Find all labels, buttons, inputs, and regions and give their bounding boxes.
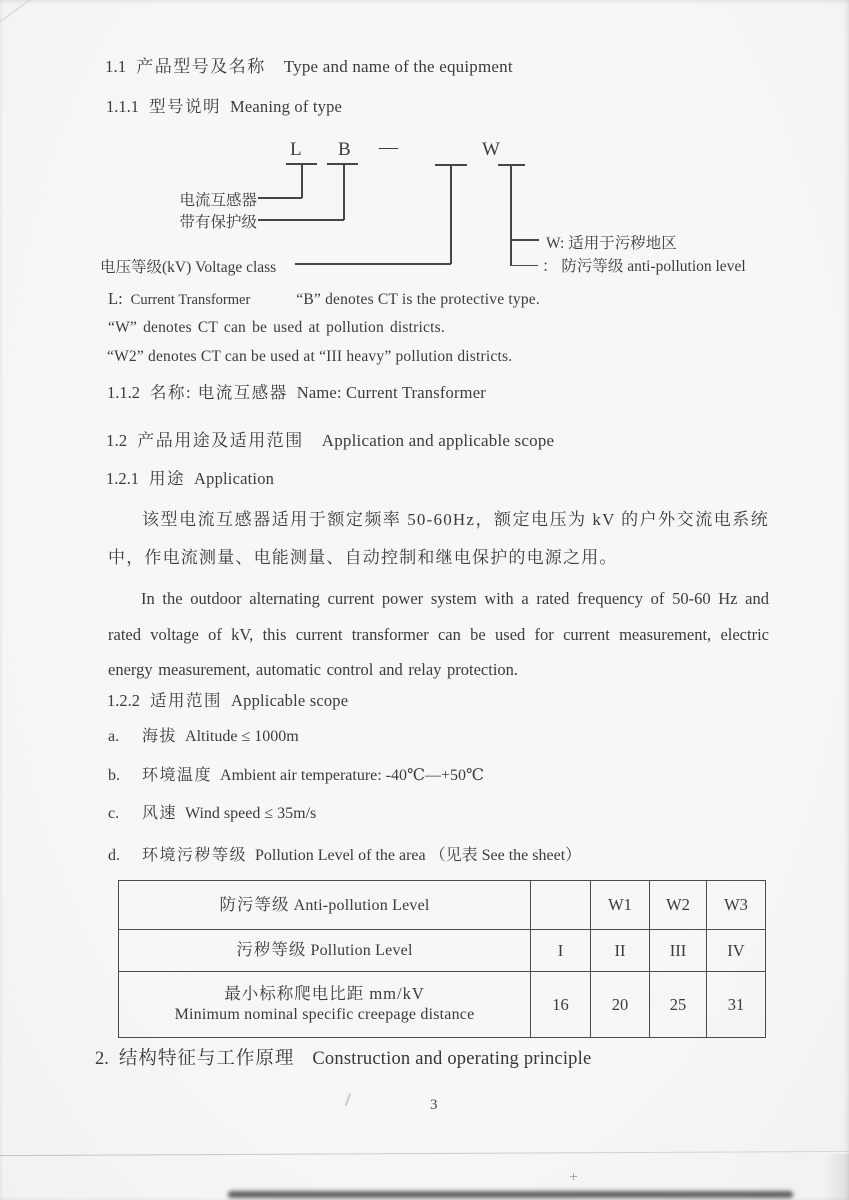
item-en: Altitude ≤ 1000m [185,728,299,745]
item-cn: 海拔 [142,728,178,745]
scan-bottom-band [228,1191,793,1198]
value-cell: IV [707,930,766,972]
heading-cn: 结构特征与工作原理 [118,1049,295,1069]
diagram-leader-vertical [343,163,345,220]
scope-item-a [108,723,299,746]
diagram-letter-dash: — [379,137,398,158]
diagram-leader-vertical [510,164,512,266]
diagram-letter-w: W [482,139,500,160]
diagram-leader-vertical [301,163,303,198]
item-en: Pollution Level of the area （见表 See the sheet） [255,847,582,864]
scan-corner-line [0,0,34,25]
diagram-letter-b: B [338,139,351,160]
heading-1-2 [106,426,554,451]
scan-speck [570,1176,577,1177]
paragraph-application-en: In the outdoor alternating current power system with a rated frequency of 50-60 Hz and rated voltage of kV, this current transformer can be used for current measurement, electric energy measurement, automatic control and relay protection. [108,589,769,679]
heading-en: Application and applicable scope [321,431,555,450]
heading-cn: 产品用途及适用范围 [137,431,304,450]
value-cell: W2 [650,881,707,930]
section-number: 1.2.2 [107,691,140,710]
row-label-cell [119,930,531,972]
value-cell [531,881,591,930]
item-key: c. [108,805,120,822]
scan-page-edge-line [0,1151,849,1156]
diagram-label-voltage-class: 电压等级(kV) Voltage class [100,259,277,276]
heading-en: Name: Current Transformer [296,383,486,402]
value-cell: III [650,930,707,972]
heading-en: Type and name of the equipment [283,57,513,76]
diagram-leader-horizontal [512,239,539,241]
scope-item-b [108,762,484,785]
item-cn: 风速 [142,805,178,822]
heading-en: Applicable scope [231,691,349,710]
value-cell: I [531,930,591,972]
heading-cn: 名称: 电流互感器 [150,383,288,402]
diagram-letter-l: L [290,139,302,160]
value-cell: 25 [650,972,707,1038]
value-cell: 20 [591,972,650,1038]
item-en: Ambient air temperature: -40℃—+50℃ [220,767,484,784]
paragraph-application-cn: 该型电流互感器适用于额定频率 50-60Hz，额定电压为 kV 的户外交流电系统中，作电流测量、电能测量、自动控制和继电保护的电源之用。 [108,510,769,567]
scan-speck [573,1173,574,1180]
item-key: b. [108,767,120,784]
row-label-en: Pollution Level [310,942,413,960]
diagram-label-current-transformer: 电流互感器 [179,192,257,209]
section-number: 1.1 [105,57,127,76]
table-row [119,930,766,972]
section-number: 1.1.1 [106,97,139,116]
page-number: 3 [430,1097,438,1113]
heading-1-2-1 [106,465,274,489]
row-label-en: Minimum nominal specific creepage distance [174,1005,475,1023]
section-number: 1.1.2 [107,383,140,402]
note-w: “W” denotes CT can be used at pollution districts. [108,319,445,336]
diagram-leader-horizontal [510,265,538,267]
heading-en: Application [194,469,275,488]
row-label-cell [119,881,531,930]
item-cn: 环境温度 [142,767,213,784]
diagram-label-protective-class: 带有保护级 [179,214,257,231]
table-row [119,881,766,930]
item-en: Wind speed ≤ 35m/s [185,805,317,822]
section-number: 1.2 [106,431,128,450]
heading-cn: 适用范围 [150,691,222,710]
value-cell: 31 [707,972,766,1038]
scope-item-d [108,842,581,865]
heading-1-1 [105,52,513,77]
row-label-cn: 防污等级 [219,894,290,914]
item-key: d. [108,847,120,864]
heading-cn: 型号说明 [149,97,221,116]
note-l-key: L: [108,289,123,308]
diagram-leader-vertical [450,164,452,264]
note-b: “B” denotes CT is the protective type. [296,291,540,308]
heading-2 [95,1044,591,1070]
note-l-value: Current Transformer [130,292,251,308]
heading-1-2-2 [107,687,348,711]
table-row [119,972,766,1038]
diagram-label-w-pollution-district: W: 适用于污秽地区 [546,235,677,252]
value-cell: W3 [707,881,766,930]
item-cn: 环境污秽等级 [142,847,248,864]
diagram-leader-horizontal [258,197,302,199]
heading-cn: 产品型号及名称 [136,57,266,76]
heading-1-1-2 [107,379,486,403]
row-label-cell [119,972,531,1038]
heading-en: Meaning of type [230,97,343,116]
row-label-cn: 最小标称爬电比距 mm/kV [224,984,425,1004]
row-label-cn: 污秽等级 [236,940,307,960]
pollution-level-table [118,880,766,1038]
value-cell: 16 [531,972,591,1038]
scope-item-c [108,800,316,823]
section-number: 2. [95,1049,109,1069]
value-cell: II [591,930,650,972]
note-w2: “W2” denotes CT can be used at “III heavy” pollution districts. [107,348,513,365]
row-label-en: Anti-pollution Level [293,896,430,914]
heading-cn: 用途 [149,469,185,488]
scan-corner-shadow [823,1154,849,1200]
heading-1-1-1 [106,93,342,117]
item-key: a. [108,728,120,745]
diagram-leader-horizontal [295,263,451,265]
heading-en: Construction and operating principle [312,1049,592,1069]
scan-pen-mark [345,1093,351,1106]
diagram-leader-horizontal [258,219,344,221]
section-number: 1.2.1 [106,469,139,488]
value-cell: W1 [591,881,650,930]
note-line-l-and-b [108,289,540,309]
diagram-label-anti-pollution-level: ： 防污等级 anti-pollution level [542,258,746,275]
